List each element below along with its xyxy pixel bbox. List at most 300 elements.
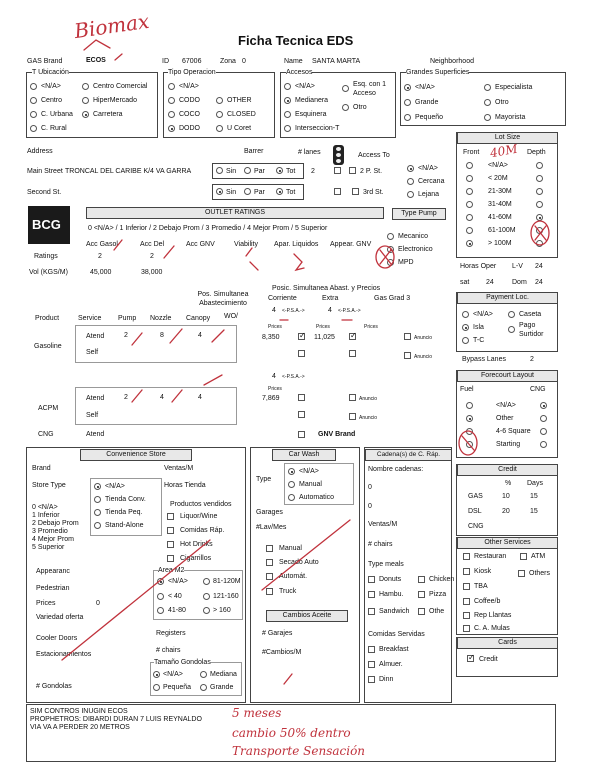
accesos-opt: Interseccion-T (295, 125, 340, 132)
carwash-auto-radio[interactable] (288, 494, 295, 501)
cadena-chairs-label: # chairs (368, 541, 393, 548)
store-type-label: Store Type (32, 482, 66, 489)
operacion-codo-radio[interactable] (168, 97, 175, 104)
area-41-radio[interactable] (157, 607, 164, 614)
svc-others-checkbox[interactable] (518, 570, 525, 577)
ps-opt: 2 P. St. (360, 168, 383, 175)
area-label: Area M2 (158, 567, 185, 574)
anuncio-label: Anuncio (414, 354, 433, 360)
operacion-opt: CLOSED (227, 111, 256, 118)
outlet-col: Viability (234, 241, 258, 248)
hours-sat-label: sat (460, 279, 470, 286)
carwash-opt: <N/A> (299, 468, 319, 475)
barrer2-par-radio[interactable] (244, 188, 251, 195)
pos-sim-label: Pos. Simultanea Abastecimiento (197, 291, 249, 307)
acpm-checkbox[interactable] (298, 394, 305, 401)
fuel-na-radio[interactable] (466, 402, 473, 409)
credit-dsl-days[interactable]: 15 (530, 508, 538, 515)
barrer2-opt: Tot (286, 189, 296, 196)
ubicacion-centro-radio[interactable] (30, 97, 37, 104)
store-conv-radio[interactable] (94, 496, 101, 503)
corriente-label: Corriente (268, 295, 297, 302)
superficies-pequeno-radio[interactable] (404, 114, 411, 121)
store-opt: Tienda Conv. (105, 496, 146, 503)
address-label: Address (27, 148, 53, 155)
extra-label: Extra (322, 295, 339, 302)
operacion-dodo-radio[interactable] (168, 125, 175, 132)
forecourt-header: Forecourt Layout (457, 370, 558, 382)
handwritten-front: 40M (488, 141, 519, 161)
accesos-opt: Esquinera (295, 111, 327, 118)
lav-label: #Lav/Mes (256, 524, 287, 531)
prod-hot-checkbox[interactable] (167, 541, 174, 548)
superficies-opt: <N/A> (415, 84, 435, 91)
area-na-radio[interactable] (157, 578, 164, 585)
cng-label: CNG (38, 431, 54, 438)
scale-item: 5 Superior (32, 544, 65, 551)
carwash-na-radio[interactable] (288, 468, 295, 475)
lot-front-radio[interactable] (466, 201, 473, 208)
barrer-tot-radio[interactable] (276, 167, 283, 174)
gasoline-nozzle[interactable]: 8 (160, 332, 164, 339)
meal-chicken-checkbox[interactable] (418, 576, 425, 583)
carwash-check-opt: Manual (279, 545, 302, 552)
pump-opt: Electronico (398, 246, 433, 253)
page-title: Ficha Tecnica EDS (238, 33, 354, 48)
chairs-label-conv: # chairs (156, 647, 181, 654)
card-credit-checkbox[interactable] (467, 655, 474, 662)
lot-front-radio[interactable] (466, 214, 473, 221)
credit-header: Credit (457, 464, 558, 476)
comment-line: SIM CONTROS INUGIN ECOS (30, 708, 128, 715)
svc-coffee-checkbox[interactable] (463, 598, 470, 605)
payment-opt: T-C (473, 337, 485, 344)
svc-kiosk-checkbox[interactable] (463, 568, 470, 575)
st3-checkbox-1[interactable] (334, 188, 341, 195)
prices-label: Prices (268, 324, 282, 330)
depth-label: Depth (527, 149, 546, 156)
forecourt-opt: Other (496, 415, 514, 422)
prod-cig-checkbox[interactable] (167, 555, 174, 562)
vol-del[interactable]: 38,000 (141, 269, 163, 276)
cadena-value-2[interactable]: 0 (368, 503, 372, 510)
lot-size-label: 31-40M (488, 201, 512, 208)
meal-opt: Donuts (379, 576, 402, 583)
meal-pizza-checkbox[interactable] (418, 591, 425, 598)
svc-opt: Kiosk (474, 568, 492, 575)
cng-starting-radio[interactable] (540, 441, 547, 448)
cng-square-radio[interactable] (540, 428, 547, 435)
gasoline-extra-checkbox[interactable] (349, 333, 356, 340)
svc-opt: Rep Llantas (474, 612, 512, 619)
lot-front-radio[interactable] (466, 175, 473, 182)
prod-opt: Comidas Ráp. (180, 527, 225, 534)
acpm-pump[interactable]: 2 (124, 394, 128, 401)
accesos-otro-radio[interactable] (342, 104, 349, 111)
area-121-radio[interactable] (203, 593, 210, 600)
lot-front-radio[interactable] (466, 227, 473, 234)
scale-item: 1 Inferior (32, 512, 60, 519)
operacion-label: Tipo Operacion (168, 69, 216, 76)
cards-header: Cards (457, 637, 558, 649)
productos-label: Productos vendidos (170, 501, 232, 508)
lot-depth-radio[interactable] (536, 240, 543, 247)
gondola-grande-radio[interactable] (200, 684, 207, 691)
gondola-na-radio[interactable] (153, 671, 160, 678)
canopy-col: Canopy (186, 315, 211, 322)
gasoline-ps-1[interactable]: 4 (272, 307, 276, 314)
scale-item: 4 Mejor Prom (32, 536, 75, 543)
access-opt: <N/A> (418, 165, 438, 172)
prod-comidas-checkbox[interactable] (167, 527, 174, 534)
access-na-radio[interactable] (407, 165, 414, 172)
variedad-label: Variedad oferta (36, 614, 84, 621)
gondola-size-label: Tamaño Gondolas (154, 659, 211, 666)
pedestrian-label: Pedestrian (36, 585, 70, 592)
svc-opt: TBA (474, 583, 488, 590)
cooler-label: Cooler Doors (36, 635, 78, 642)
gondola-pequena-radio[interactable] (153, 684, 160, 691)
accesos-opt: <N/A> (295, 83, 315, 90)
pump-opt: MPD (398, 259, 414, 266)
carwash-type-label: Type (256, 476, 272, 483)
svc-llantas-checkbox[interactable] (463, 612, 470, 619)
acpm-label: ACPM (38, 405, 59, 412)
svc-restauran-checkbox[interactable] (463, 553, 470, 560)
gasoline-corr-checkbox[interactable] (298, 333, 305, 340)
other-services-header: Other Services (457, 537, 558, 549)
pump-electronico-radio[interactable] (387, 246, 394, 253)
psa-label: <-P.S.A.-> (282, 374, 305, 380)
lot-size-label: 61-100M (488, 227, 516, 234)
area-40-radio[interactable] (157, 593, 164, 600)
convenience-header: Convenience Store (80, 449, 192, 461)
gasoline-price-corriente[interactable]: 8,350 (262, 334, 280, 341)
lot-depth-radio[interactable] (536, 214, 543, 221)
carwash-opt: Manual (299, 481, 322, 488)
credit-dsl-label: DSL (468, 508, 482, 515)
payment-header: Payment Loc. (457, 292, 558, 304)
gasoline-ps-2[interactable]: 4 (328, 307, 332, 314)
ubicacion-opt: C. Rural (41, 125, 67, 132)
operacion-opt: CODO (179, 97, 200, 104)
name-value[interactable]: SANTA MARTA (312, 58, 361, 65)
gnv-brand-checkbox[interactable] (298, 431, 305, 438)
ubicacion-na-radio[interactable] (30, 83, 37, 90)
lot-depth-radio[interactable] (536, 227, 543, 234)
rating-acc-gasol[interactable]: 2 (98, 253, 102, 260)
payment-na-radio[interactable] (462, 311, 469, 318)
comidas-servidas-label: Comidas Servidas (368, 631, 425, 638)
bcg-logo (28, 206, 70, 244)
rating-acc-del[interactable]: 2 (150, 253, 154, 260)
superficies-mayorista-radio[interactable] (484, 114, 491, 121)
scale-item: 2 Debajo Prom (32, 520, 79, 527)
superficies-na-radio[interactable] (404, 84, 411, 91)
barrer-label: Barrer (244, 148, 264, 155)
forecourt-opt: Starting (496, 441, 521, 448)
main-street-value[interactable]: TRONCAL DEL CARIBE K/4 VA GARRA (65, 168, 192, 175)
payment-tc-radio[interactable] (462, 337, 469, 344)
barrer2-sin-radio[interactable] (216, 188, 223, 195)
gasoline-pump[interactable]: 2 (124, 332, 128, 339)
operacion-opt: U Coret (227, 125, 252, 132)
acpm-self-checkbox[interactable] (298, 411, 305, 418)
barrer-opt: Tot (286, 168, 296, 175)
accesos-esquinera-radio[interactable] (284, 111, 291, 118)
bcg-logo-text: BCG (32, 217, 61, 232)
accesos-na-radio[interactable] (284, 83, 291, 90)
meal-donuts-checkbox[interactable] (368, 576, 375, 583)
acpm-anuncio-checkbox[interactable] (349, 394, 356, 401)
ubicacion-hiper-radio[interactable] (82, 97, 89, 104)
store-opt: <N/A> (105, 483, 125, 490)
gasoline-canopy[interactable]: 4 (198, 332, 202, 339)
operacion-other-radio[interactable] (216, 97, 223, 104)
carwash-manual-checkbox[interactable] (266, 545, 273, 552)
pump-mpd-radio[interactable] (387, 259, 394, 266)
ps-checkbox-1[interactable] (334, 167, 341, 174)
area-opt: <N/A> (168, 578, 188, 585)
fuel-starting-radio[interactable] (466, 441, 473, 448)
accesos-esq1-radio[interactable] (342, 85, 349, 92)
scale-item: 3 Promedio (32, 528, 68, 535)
lot-depth-radio[interactable] (536, 162, 543, 169)
superficies-especialista-radio[interactable] (484, 84, 491, 91)
st3-checkbox-2[interactable] (352, 188, 359, 195)
svc-opt: C. A. Mulas (474, 625, 510, 632)
lanes-value[interactable]: 2 (311, 168, 315, 175)
lot-size-label: 41-60M (488, 214, 512, 221)
meal-sandwich-checkbox[interactable] (368, 608, 375, 615)
barrer-opt: Par (254, 168, 265, 175)
payment-caseta-radio[interactable] (508, 311, 515, 318)
store-alone-radio[interactable] (94, 522, 101, 529)
gasoline-anuncio-checkbox[interactable] (404, 333, 411, 340)
store-opt: Stand-Alone (105, 522, 144, 529)
lot-depth-radio[interactable] (536, 175, 543, 182)
cng-na-radio[interactable] (540, 402, 547, 409)
vol-gasol[interactable]: 45,000 (90, 269, 112, 276)
card-credit-label: Credit (479, 656, 498, 663)
vol-label: Vol (KGS/M) (29, 269, 68, 276)
zona-value[interactable]: 0 (242, 58, 246, 65)
barrer-opt: Sin (226, 168, 237, 175)
credit-gas-pct[interactable]: 10 (502, 493, 510, 500)
gasoline-self: Self (86, 349, 99, 356)
service-col: Service (78, 315, 102, 322)
garages-label: Garages (256, 509, 283, 516)
pump-col: Pump (118, 315, 137, 322)
pump-opt: Mecanico (398, 233, 428, 240)
operacion-closed-radio[interactable] (216, 111, 223, 118)
access-cercana-radio[interactable] (407, 178, 414, 185)
ink-mark-rating-2 (164, 246, 174, 258)
bypass-value[interactable]: 2 (530, 356, 534, 363)
lanes-label: # lanes (298, 149, 321, 156)
servida-opt: Breakfast (379, 646, 409, 653)
id-value[interactable]: 67006 (182, 58, 202, 65)
gasoline-price-extra[interactable]: 11,025 (314, 334, 335, 341)
hours-lv-value[interactable]: 24 (535, 263, 543, 270)
meal-hambu-checkbox[interactable] (368, 591, 375, 598)
meal-opt: Chicken (429, 576, 455, 583)
store-peq-radio[interactable] (94, 509, 101, 516)
lot-front-radio[interactable] (466, 240, 473, 247)
cng-other-radio[interactable] (540, 415, 547, 422)
superficies-label: Grandes Superficies (406, 69, 470, 76)
cng-atend: Atend (86, 431, 105, 438)
prod-liquor-checkbox[interactable] (167, 513, 174, 520)
carwash-automat-checkbox[interactable] (266, 573, 273, 580)
area-opt: 41-80 (168, 607, 186, 614)
access-to-label: Access To (358, 152, 390, 159)
anuncio-label: Anuncio (414, 335, 433, 341)
cadena-value-1[interactable]: 0 (368, 484, 372, 491)
area-opt: > 160 (213, 607, 231, 614)
superficies-opt: Otro (495, 99, 509, 106)
barrer2-opt: Sin (226, 189, 237, 196)
svc-tba-checkbox[interactable] (463, 583, 470, 590)
accesos-interseccion-radio[interactable] (284, 125, 291, 132)
acpm-self-anuncio-checkbox[interactable] (349, 413, 356, 420)
dinner-checkbox[interactable] (368, 676, 375, 683)
ubicacion-carretera-radio[interactable] (82, 111, 89, 118)
lot-depth-radio[interactable] (536, 201, 543, 208)
acpm-canopy[interactable]: 4 (198, 394, 202, 401)
cambios-aceite-header: Cambios Aceite (266, 610, 348, 622)
acpm-price[interactable]: 7,869 (262, 395, 280, 402)
cambios-label: #Cambios/M (262, 649, 302, 656)
carwash-manual-radio[interactable] (288, 481, 295, 488)
area-opt: 81-120M (213, 578, 241, 585)
acpm-ps[interactable]: 4 (272, 373, 276, 380)
gasoline-self-anuncio-checkbox[interactable] (404, 352, 411, 359)
front-label: Front (463, 149, 480, 156)
lot-size-label: < 20M (488, 175, 508, 182)
operacion-coco-radio[interactable] (168, 111, 175, 118)
meal-other-checkbox[interactable] (418, 608, 425, 615)
lot-size-label: 21-30M (488, 188, 512, 195)
payment-opt: <N/A> (473, 311, 493, 318)
gnv-brand-label: GNV Brand (318, 431, 356, 438)
meal-opt: Othe (429, 608, 445, 615)
hours-dom-value[interactable]: 24 (535, 279, 543, 286)
lot-size-label: <N/A> (488, 162, 508, 169)
operacion-opt: <N/A> (179, 83, 199, 90)
gasoline-self-checkbox-1[interactable] (298, 350, 305, 357)
lot-depth-radio[interactable] (536, 188, 543, 195)
svc-mulas-checkbox[interactable] (463, 625, 470, 632)
acpm-nozzle[interactable]: 4 (160, 394, 164, 401)
outlet-ratings-header: OUTLET RATINGS (86, 207, 384, 219)
ubicacion-urbana-radio[interactable] (30, 111, 37, 118)
access-opt: Cercana (418, 178, 445, 185)
area-81-radio[interactable] (203, 578, 210, 585)
gasoline-atend: Atend (86, 333, 105, 340)
fuel-other-radio[interactable] (466, 415, 473, 422)
carwash-truck-checkbox[interactable] (266, 588, 273, 595)
psa-label: <-P.S.A.-> (338, 308, 361, 314)
second-street-label: Second St. (27, 189, 62, 196)
pump-mecanico-radio[interactable] (387, 233, 394, 240)
hours-lv-label: L-V (512, 263, 523, 270)
carwash-secado-checkbox[interactable] (266, 559, 273, 566)
gondola-opt: Grande (210, 684, 234, 691)
area-opt: < 40 (168, 593, 182, 600)
access-lejana-radio[interactable] (407, 191, 414, 198)
superficies-otro-radio[interactable] (484, 99, 491, 106)
credit-gas-days[interactable]: 15 (530, 493, 538, 500)
accesos-opt: Esq. con 1 Acceso (353, 81, 387, 97)
type-meals-label: Type meals (368, 561, 404, 568)
payment-isla-radio[interactable] (462, 324, 469, 331)
gasoline-self-checkbox-2[interactable] (349, 350, 356, 357)
hours-sat-value[interactable]: 24 (486, 279, 494, 286)
lot-front-radio[interactable] (466, 188, 473, 195)
barrer2-tot-radio[interactable] (276, 188, 283, 195)
superficies-opt: Especialista (495, 84, 533, 91)
prices-value-conv[interactable]: 0 (96, 600, 100, 607)
lot-front-radio[interactable] (466, 162, 473, 169)
carwash-check-opt: Truck (279, 588, 297, 595)
ubicacion-opt: <N/A> (41, 83, 61, 90)
estacionamientos-label: Estacionamientos (36, 651, 92, 658)
barrer-sin-radio[interactable] (216, 167, 223, 174)
prod-opt: Cigarrillos (180, 555, 212, 562)
car-wash-header: Car Wash (272, 449, 336, 461)
operacion-opt: DODO (179, 125, 200, 132)
psa-label: <-P.S.A.-> (282, 308, 305, 314)
horas-tienda-label: Horas Tienda (164, 482, 206, 489)
svc-atm-checkbox[interactable] (520, 553, 527, 560)
credit-dsl-pct[interactable]: 20 (502, 508, 510, 515)
payment-opt: Caseta (519, 311, 542, 318)
product-col: Product (35, 315, 60, 322)
accesos-medianera-radio[interactable] (284, 97, 291, 104)
bypass-label: Bypass Lanes (462, 356, 506, 363)
ubicacion-rural-radio[interactable] (30, 125, 37, 132)
hours-dom-label: Dom (512, 279, 527, 286)
gondola-opt: Mediana (210, 671, 237, 678)
operacion-ucoret-radio[interactable] (216, 125, 223, 132)
almuerzo-checkbox[interactable] (368, 661, 375, 668)
zona-label: Zona (220, 58, 236, 65)
payment-surtidor-radio[interactable] (508, 326, 515, 333)
superficies-grande-radio[interactable] (404, 99, 411, 106)
gas-brand-value[interactable]: ECOS (86, 57, 106, 64)
svc-opt: Others (529, 570, 551, 577)
area-160-radio[interactable] (203, 607, 210, 614)
ink-mark-viability (246, 248, 258, 270)
credit-gas-label: GAS (468, 493, 483, 500)
ubicacion-cc-radio[interactable] (82, 83, 89, 90)
meal-opt: Hambu. (379, 591, 404, 598)
ps-checkbox-2[interactable] (349, 167, 356, 174)
fuel-square-radio[interactable] (466, 428, 473, 435)
cadena-header: Cadena(s) de C. Ráp. (365, 449, 452, 461)
accesos-opt: Otro (353, 104, 367, 111)
gas-brand-label: GAS Brand (27, 58, 63, 65)
store-na-radio[interactable] (94, 483, 101, 490)
operacion-na-radio[interactable] (168, 83, 175, 90)
barrer-par-radio[interactable] (244, 167, 251, 174)
type-pump-header: Type Pump (392, 208, 446, 220)
breakfast-checkbox[interactable] (368, 646, 375, 653)
anuncio-label: Anuncio (359, 396, 378, 402)
svc-opt: ATM (531, 553, 546, 560)
gondola-mediana-radio[interactable] (200, 671, 207, 678)
